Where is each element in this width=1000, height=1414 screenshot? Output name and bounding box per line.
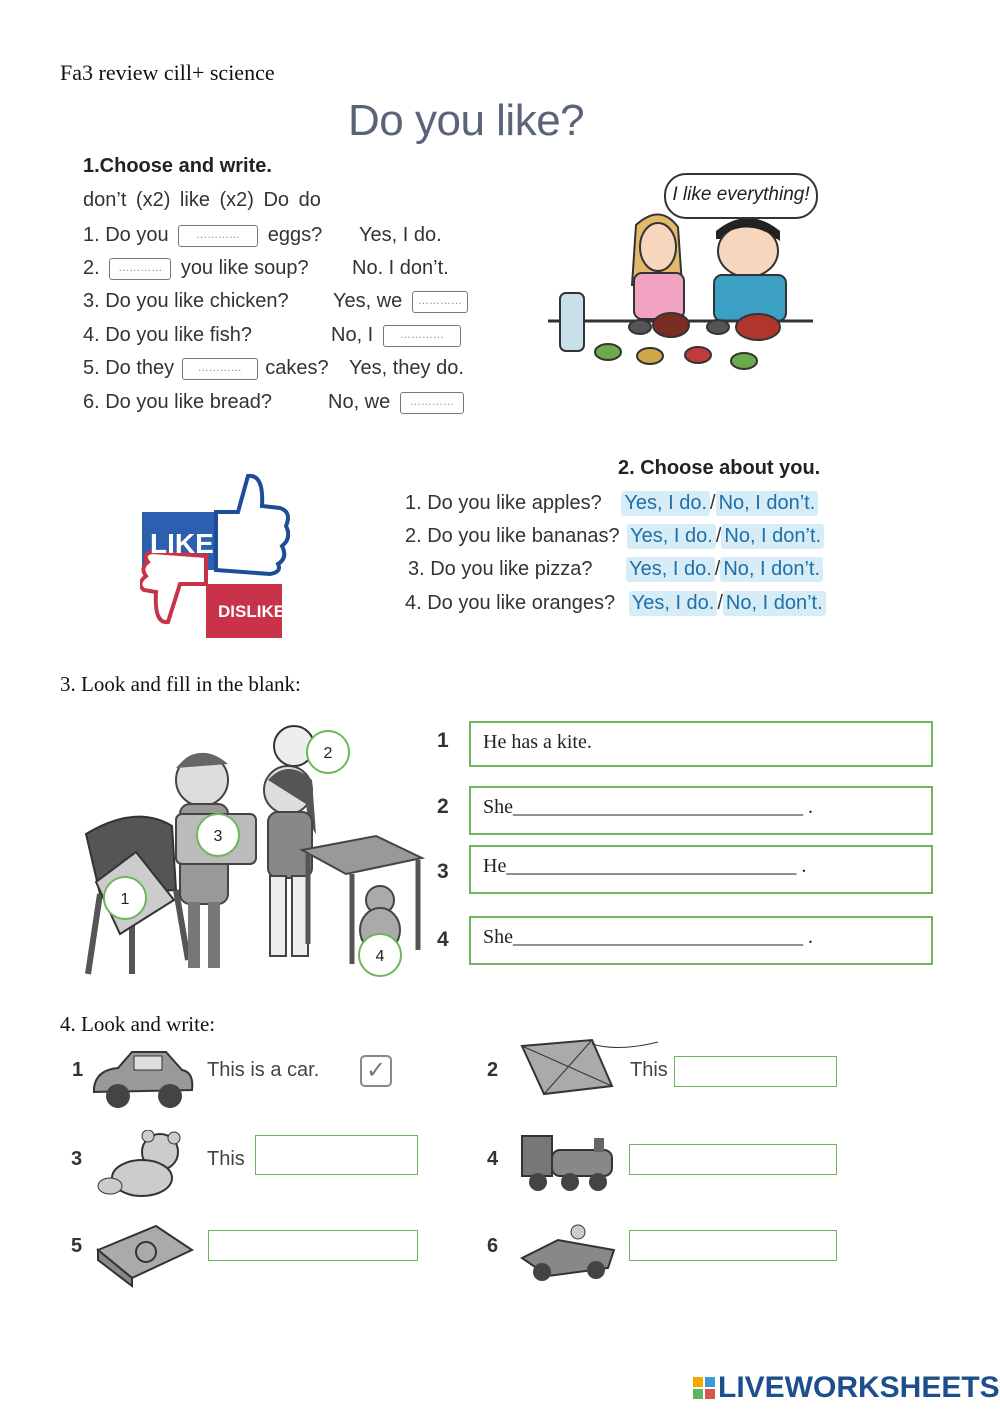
picture-label-3: 3	[196, 813, 240, 857]
item-prefix: 5. Do they	[83, 357, 175, 380]
item4-phrase-1: This is a car.	[207, 1059, 320, 1081]
question-text: 2. Do you like bananas?	[405, 525, 620, 547]
exercise1-item-4	[83, 324, 252, 347]
item4-number-1: 1	[72, 1059, 84, 1081]
item-suffix: you like soup?	[180, 257, 309, 280]
answer-blank-5[interactable]: …………	[182, 358, 258, 380]
choice-no[interactable]: No, I don’t.	[716, 491, 819, 516]
liveworksheets-logo-text: LIVEWORKSHEETS	[718, 1371, 1000, 1404]
answer-blank-2[interactable]: …………	[109, 258, 171, 280]
item4-phrase-3: This	[207, 1148, 245, 1170]
section1-heading: 1.Choose and write.	[83, 155, 272, 177]
item4-number-3: 3	[71, 1148, 83, 1170]
choice-no[interactable]: No, I don’t.	[720, 557, 823, 582]
choice-separator: /	[710, 492, 716, 514]
exercise1-item-3	[83, 290, 289, 313]
exercise1-item-5	[83, 357, 329, 380]
answer-box-6[interactable]	[629, 1230, 837, 1261]
fill-number-3: 3	[437, 860, 449, 883]
train-icon	[518, 1130, 624, 1196]
choice-no[interactable]: No, I don’t.	[721, 524, 824, 549]
answer-blank-6[interactable]: …………	[400, 392, 464, 414]
liveworksheets-logo-icon	[693, 1377, 715, 1401]
item-5-answer: Yes, they do.	[349, 357, 464, 379]
exercise1-item-2	[83, 257, 309, 280]
fill-box-2[interactable]: She_____________________________ .	[469, 786, 933, 835]
speech-bubble: I like everything!	[664, 173, 818, 219]
exercise2-item-2	[405, 524, 824, 549]
item-prefix: 6. Do you like bread?	[83, 391, 273, 414]
car-icon	[88, 1046, 198, 1116]
item-prefix: 1. Do you	[83, 224, 169, 247]
item4-phrase-2: This	[630, 1059, 668, 1081]
picture-label-4: 4	[358, 933, 402, 977]
check-mark-box: ✓	[360, 1055, 392, 1087]
exercise2-item-1	[405, 491, 818, 516]
answer-text: Yes, we	[333, 290, 403, 312]
question-text: 1. Do you like apples?	[405, 492, 602, 514]
exercise1-item-6	[83, 391, 272, 414]
document-title: Fa3 review cill+ science	[60, 60, 275, 85]
choice-yes[interactable]: Yes, I do.	[629, 591, 718, 616]
fill-number-4: 4	[437, 928, 449, 951]
answer-box-2[interactable]	[674, 1056, 837, 1087]
fill-box-1: He has a kite.	[469, 721, 933, 767]
exercise1-item-1	[83, 224, 322, 247]
toy-car-icon	[518, 1222, 622, 1286]
fill-box-4[interactable]: She_____________________________ .	[469, 916, 933, 965]
choice-yes[interactable]: Yes, I do.	[627, 524, 716, 549]
fill-number-1: 1	[437, 729, 449, 752]
like-dislike-illustration	[140, 472, 290, 650]
answer-blank-4[interactable]: …………	[383, 325, 461, 347]
item-6-answer	[328, 391, 464, 414]
answer-blank-1[interactable]: …………	[178, 225, 258, 247]
exercise2-item-4	[405, 591, 826, 616]
answer-text: No, I	[331, 324, 374, 346]
answer-box-5[interactable]	[208, 1230, 418, 1261]
word-bank: don’t (x2) like (x2) Do do	[83, 189, 321, 211]
answer-box-3[interactable]	[255, 1135, 418, 1175]
like-label: LIKE	[150, 528, 214, 559]
choice-no[interactable]: No, I don’t.	[723, 591, 826, 616]
choice-separator: /	[717, 592, 723, 614]
worksheet-title: Do you like?	[348, 96, 585, 145]
answer-blank-3[interactable]: …………	[412, 291, 468, 313]
item-prefix: 2.	[83, 257, 100, 280]
item-suffix: cakes?	[265, 357, 329, 380]
item-3-answer	[333, 290, 468, 313]
answer-text: No, we	[328, 391, 391, 413]
choice-separator: /	[714, 558, 721, 580]
dislike-label: DISLIKE	[218, 602, 286, 621]
item4-number-2: 2	[487, 1059, 499, 1081]
book-icon	[92, 1220, 196, 1290]
section3-heading: 3. Look and fill in the blank:	[60, 672, 301, 696]
fill-number-2: 2	[437, 795, 449, 818]
picture-label-2: 2	[306, 730, 350, 774]
item-4-answer	[331, 324, 461, 347]
choice-separator: /	[715, 525, 722, 547]
item4-number-4: 4	[487, 1148, 499, 1170]
teddy-bear-icon	[90, 1130, 196, 1200]
answer-box-4[interactable]	[629, 1144, 837, 1175]
item4-number-6: 6	[487, 1235, 499, 1257]
choice-yes[interactable]: Yes, I do.	[626, 557, 715, 582]
question-text: 4. Do you like oranges?	[405, 592, 616, 614]
item-1-answer: Yes, I do.	[359, 224, 442, 246]
item-prefix: 3. Do you like chicken?	[83, 290, 289, 313]
item-2-answer: No. I don’t.	[352, 257, 449, 279]
item-prefix: 4. Do you like fish?	[83, 324, 252, 347]
picture-label-1: 1	[103, 876, 147, 920]
fill-box-3[interactable]: He_____________________________ .	[469, 845, 933, 894]
item-suffix: eggs?	[267, 224, 323, 247]
choice-yes[interactable]: Yes, I do.	[621, 491, 710, 516]
section4-heading: 4. Look and write:	[60, 1012, 216, 1036]
item4-number-5: 5	[71, 1235, 83, 1257]
section2-heading: 2. Choose about you.	[618, 457, 821, 479]
exercise2-item-3	[408, 557, 823, 582]
question-text: 3. Do you like pizza?	[408, 558, 593, 580]
